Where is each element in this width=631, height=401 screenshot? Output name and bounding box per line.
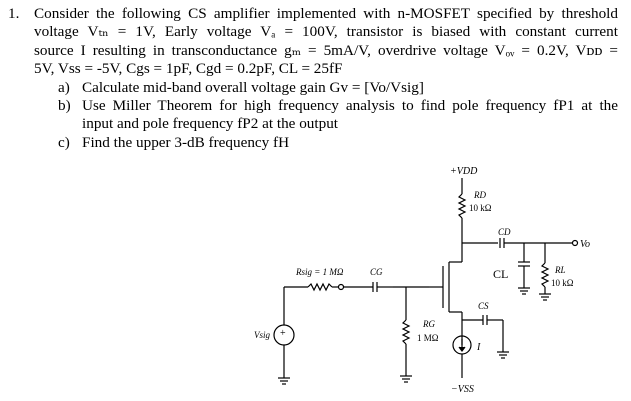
rd-value: 10 kΩ — [469, 203, 492, 213]
question-number: 1. — [8, 5, 20, 22]
input-terminal — [339, 285, 344, 290]
vsig-label: Vsig — [254, 330, 271, 340]
part-a-text: Calculate mid-band overall voltage gain Gv = [Vo/Vsig] — [82, 78, 424, 96]
rg-value: 1 MΩ — [417, 333, 439, 343]
rg-name: RG — [423, 319, 435, 329]
cg-label: CG — [370, 267, 383, 277]
vss-label: −VSS — [451, 384, 474, 395]
vo-terminal — [573, 241, 578, 246]
part-b-label: b) — [58, 97, 71, 115]
vsig-plus: + — [280, 328, 286, 339]
rsig-resistor — [308, 284, 332, 290]
cs-label: CS — [478, 301, 489, 311]
rg-ground-icon — [400, 376, 412, 382]
rsig-label: Rsig = 1 MΩ — [296, 267, 344, 277]
question-line-2: voltage Vₜₙ = 1V, Early voltage Vₐ = 100V, transistor is biased with constant current — [34, 23, 618, 41]
vdd-label: +VDD — [450, 166, 478, 177]
question-line-4: 5V, Vss = -5V, Cgs = 1pF, Cgd = 0.2pF, CL = 25fF — [34, 60, 343, 78]
part-c-label: c) — [58, 133, 70, 151]
cl-ground-icon — [518, 288, 530, 294]
rd-name: RD — [474, 190, 486, 200]
cl-label: CL — [493, 267, 509, 281]
nmos-transistor — [429, 262, 462, 312]
vsig-ground-icon — [278, 378, 290, 384]
rl-name: RL — [555, 265, 566, 275]
rd-resistor — [459, 194, 465, 218]
part-b-text-1: Use Miller Theorem for high frequency analysis to find pole frequency fP1 at the — [82, 97, 618, 115]
question-line-1: Consider the following CS amplifier implemented with n-MOSFET specified by threshold — [34, 5, 618, 22]
current-label: I — [477, 342, 481, 353]
vo-label: Vo — [580, 239, 590, 250]
rl-ground-icon — [539, 294, 551, 300]
part-a-label: a) — [58, 78, 70, 96]
part-c-text: Find the upper 3-dB frequency fH — [82, 133, 290, 151]
question-line-3: source I resulting in transconductance gₘ = 5mA/V, overdrive voltage Vₒᵥ = 0.2V, Vᴅᴅ = — [34, 41, 618, 59]
rl-value: 10 kΩ — [551, 278, 574, 288]
rl-resistor — [542, 263, 548, 287]
cs-ground-icon — [497, 352, 509, 358]
cd-label: CD — [498, 227, 511, 237]
rg-resistor — [403, 320, 409, 344]
part-b-text-2: input and pole frequency fP2 at the output — [82, 115, 339, 133]
